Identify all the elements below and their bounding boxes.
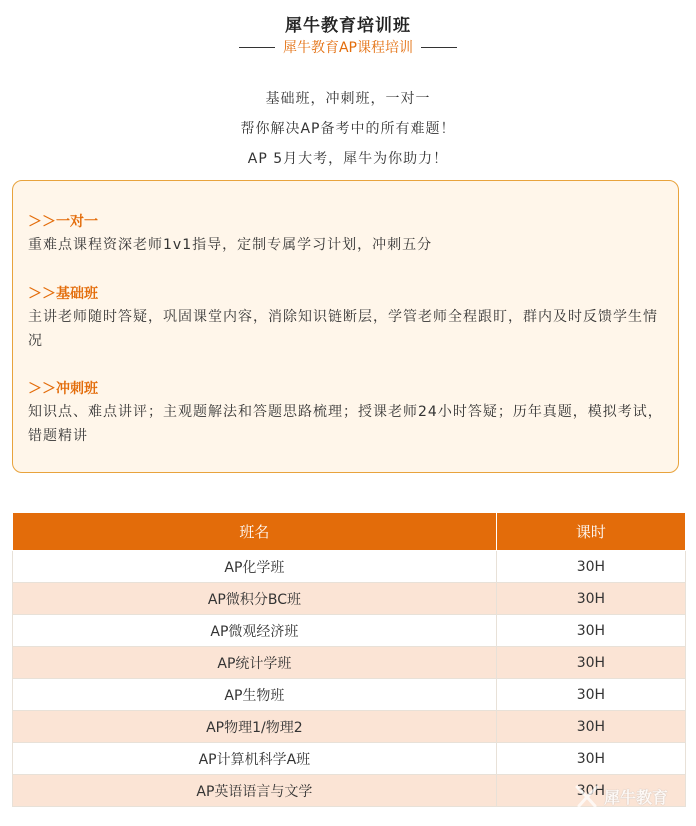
table-row bbox=[13, 583, 686, 615]
section-heading: ＞＞冲刺班 bbox=[28, 381, 98, 397]
course-description-box bbox=[12, 180, 679, 473]
class-name-cell: AP微观经济班 bbox=[13, 615, 497, 647]
subtitle-row bbox=[0, 37, 696, 57]
intro-line: 帮你解决AP备考中的所有难题！ bbox=[240, 121, 456, 137]
rhino-logo-icon bbox=[574, 783, 600, 809]
table-row bbox=[13, 711, 686, 743]
class-name-cell: AP统计学班 bbox=[13, 647, 497, 679]
table-header-row bbox=[13, 513, 686, 551]
hours-cell: 30H bbox=[496, 615, 685, 647]
hours-cell: 30H bbox=[496, 775, 685, 807]
class-name-cell: AP微积分BC班 bbox=[13, 583, 497, 615]
section-body: 重难点课程资深老师1v1指导，定制专属学习计划，冲刺五分 bbox=[28, 237, 433, 253]
section-sprint-class bbox=[28, 378, 668, 448]
column-header-class-name: 班名 bbox=[13, 513, 497, 551]
section-body: 主讲老师随时答疑，巩固课堂内容，消除知识链断层，学管老师全程跟盯，群内及时反馈学生情况 bbox=[28, 309, 658, 349]
hours-cell: 30H bbox=[496, 711, 685, 743]
page-subtitle: 犀牛教育AP课程培训 bbox=[282, 40, 414, 56]
class-name-cell: AP化学班 bbox=[13, 551, 497, 583]
subtitle-divider-right bbox=[421, 47, 457, 48]
course-table bbox=[12, 512, 686, 807]
class-name-cell: AP生物班 bbox=[13, 679, 497, 711]
section-body: 知识点、难点讲评；主观题解法和答题思路梳理；授课老师24小时答疑；历年真题，模拟考试，错题精讲 bbox=[28, 404, 663, 444]
watermark-text: 犀牛教育 bbox=[604, 787, 669, 807]
table-row bbox=[13, 615, 686, 647]
intro-line: 基础班，冲刺班，一对一 bbox=[265, 91, 431, 107]
hours-cell: 30H bbox=[496, 647, 685, 679]
class-name-cell: AP英语语言与文学 bbox=[13, 775, 497, 807]
intro-line: AP 5月大考，犀牛为你助力！ bbox=[247, 151, 449, 167]
table-row bbox=[13, 551, 686, 583]
section-basic-class bbox=[28, 283, 668, 353]
table-row bbox=[13, 647, 686, 679]
watermark bbox=[574, 783, 668, 809]
section-heading: ＞＞一对一 bbox=[28, 214, 98, 230]
column-header-hours: 课时 bbox=[496, 513, 685, 551]
hours-cell: 30H bbox=[496, 679, 685, 711]
hours-cell: 30H bbox=[496, 551, 685, 583]
hours-cell: 30H bbox=[496, 583, 685, 615]
subtitle-divider-left bbox=[239, 47, 275, 48]
section-heading: ＞＞基础班 bbox=[28, 286, 98, 302]
class-name-cell: AP计算机科学A班 bbox=[13, 743, 497, 775]
table-row bbox=[13, 743, 686, 775]
intro-text bbox=[0, 84, 696, 174]
class-name-cell: AP物理1/物理2 bbox=[13, 711, 497, 743]
section-one-on-one bbox=[28, 211, 668, 257]
page-title: 犀牛教育培训班 bbox=[285, 16, 411, 36]
table-row bbox=[13, 679, 686, 711]
hours-cell: 30H bbox=[496, 743, 685, 775]
